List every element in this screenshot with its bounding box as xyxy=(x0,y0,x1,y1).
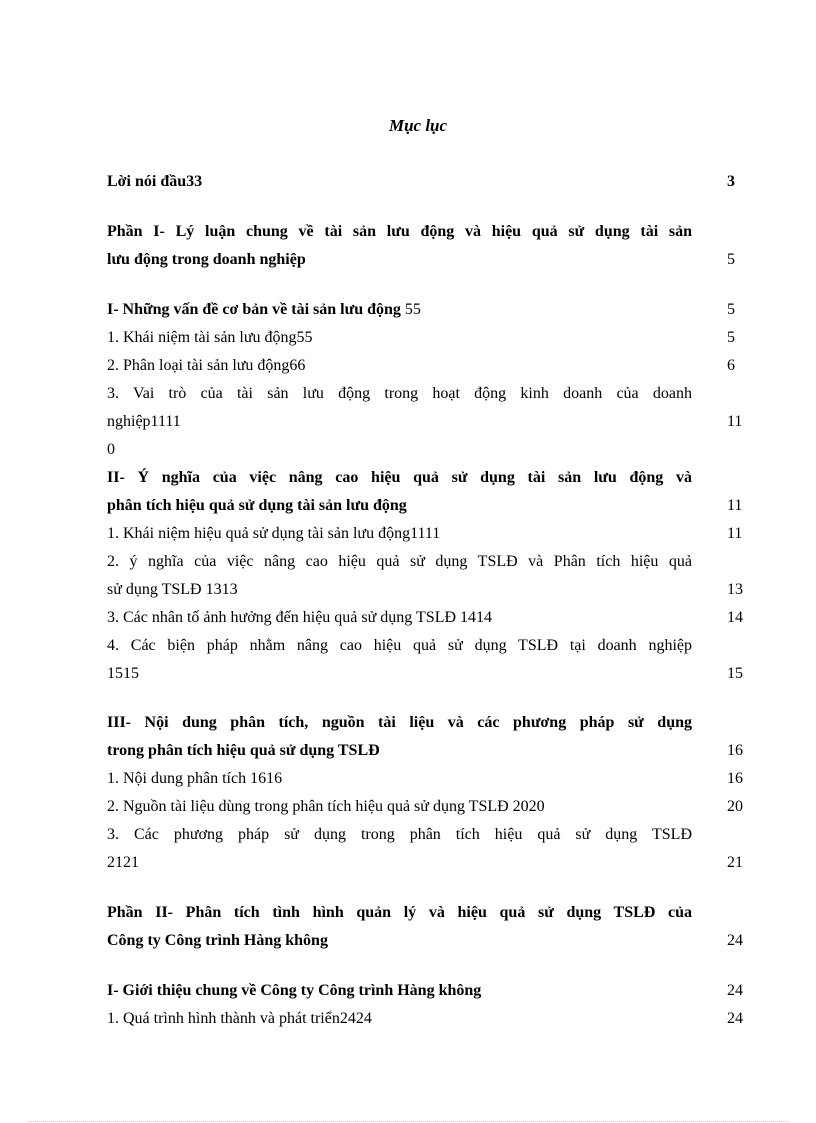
toc-entry-text: 4. Các biện pháp nhằm nâng cao hiệu quả sử dụng TSLĐ tại doanh nghiệp xyxy=(107,637,692,654)
toc-entry-text: Phần I- Lý luận chung về tài sản lưu động và hiệu quả sử dụng tài sản xyxy=(107,223,692,240)
toc-entry-text: 1515 xyxy=(107,665,139,682)
toc-page-number: 5 xyxy=(727,251,735,268)
toc-page-number: 14 xyxy=(727,609,743,626)
toc-entry-text: 1. Khái niệm tài sản lưu động55 xyxy=(107,329,313,346)
toc-entry-text: III- Nội dung phân tích, nguồn tài liệu và các phương pháp sử dụng xyxy=(107,714,692,731)
toc-title: Mục lục xyxy=(388,116,448,135)
toc-entry-text: 1. Khái niệm hiệu quả sử dụng tài sản lưu động1111 xyxy=(107,525,441,542)
toc-page-number: 21 xyxy=(727,854,743,871)
toc-page-number: 3 xyxy=(727,173,735,190)
toc-entry-text: 2. Phân loại tài sản lưu động66 xyxy=(107,357,306,374)
toc-page-number: 24 xyxy=(727,932,743,949)
toc-page-number: 11 xyxy=(727,497,743,514)
toc-page-number: 11 xyxy=(727,525,743,542)
toc-entry-text: nghiệp1111 xyxy=(107,413,181,430)
page-bottom-rule xyxy=(28,1121,788,1122)
toc-page-number: 20 xyxy=(727,798,743,815)
toc-entry-text: 2121 xyxy=(107,854,139,871)
toc-entry-text: Phần II- Phân tích tình hình quản lý và hiệu quả sử dụng TSLĐ của xyxy=(107,904,692,921)
toc-page-number: 5 xyxy=(727,301,735,318)
toc-entry-text: 3. Các phương pháp sử dụng trong phân tích hiệu quả sử dụng TSLĐ xyxy=(107,826,692,843)
toc-entry-text: 0 xyxy=(107,441,115,458)
toc-entry-text: Lời nói đầu33 xyxy=(107,173,203,190)
toc-entry-text: 1. Nội dung phân tích 1616 xyxy=(107,770,283,787)
toc-entry-text: lưu động trong doanh nghiệp xyxy=(107,251,306,268)
toc-page-number: 13 xyxy=(727,581,743,598)
toc-page-number: 11 xyxy=(727,413,743,430)
toc-entry-text: trong phân tích hiệu quả sử dụng TSLĐ xyxy=(107,742,380,759)
toc-entry-text: Công ty Công trình Hàng không xyxy=(107,932,328,949)
toc-page-number: 6 xyxy=(727,357,735,374)
toc-entry-text: sử dụng TSLĐ 1313 xyxy=(107,581,238,598)
toc-entry-text: 1. Quá trình hình thành và phát triển2424 xyxy=(107,1010,372,1027)
toc-entry-text: II- Ý nghĩa của việc nâng cao hiệu quả sử dụng tài sản lưu động và xyxy=(107,469,692,486)
toc-entry-text: phân tích hiệu quả sử dụng tài sản lưu động xyxy=(107,497,407,514)
toc-entry-suffix: 55 xyxy=(400,301,421,318)
toc-page-number: 5 xyxy=(727,329,735,346)
toc-page-number: 16 xyxy=(727,770,743,787)
toc-entry-heading: I- Những vấn đề cơ bản về tài sản lưu động xyxy=(107,301,401,318)
toc-page-number: 24 xyxy=(727,1010,743,1027)
toc-page-number: 16 xyxy=(727,742,743,759)
toc-entry-text: I- Giới thiệu chung về Công ty Công trình Hàng không xyxy=(107,982,482,999)
toc-page-number: 24 xyxy=(727,982,743,999)
toc-entry-text: 2. Nguồn tài liệu dùng trong phân tích hiệu quả sử dụng TSLĐ 2020 xyxy=(107,798,545,815)
toc-entry-text: 3. Vai trò của tài sản lưu động trong hoạt động kinh doanh của doanh xyxy=(107,385,692,402)
toc-entry-text xyxy=(107,300,707,328)
toc-page-number: 15 xyxy=(727,665,743,682)
toc-entry-text: 3. Các nhân tố ảnh hưởng đến hiệu quả sử dụng TSLĐ 1414 xyxy=(107,609,493,626)
toc-entry-text: 2. ý nghĩa của việc nâng cao hiệu quả sử dụng TSLĐ và Phân tích hiệu quả xyxy=(107,553,692,570)
